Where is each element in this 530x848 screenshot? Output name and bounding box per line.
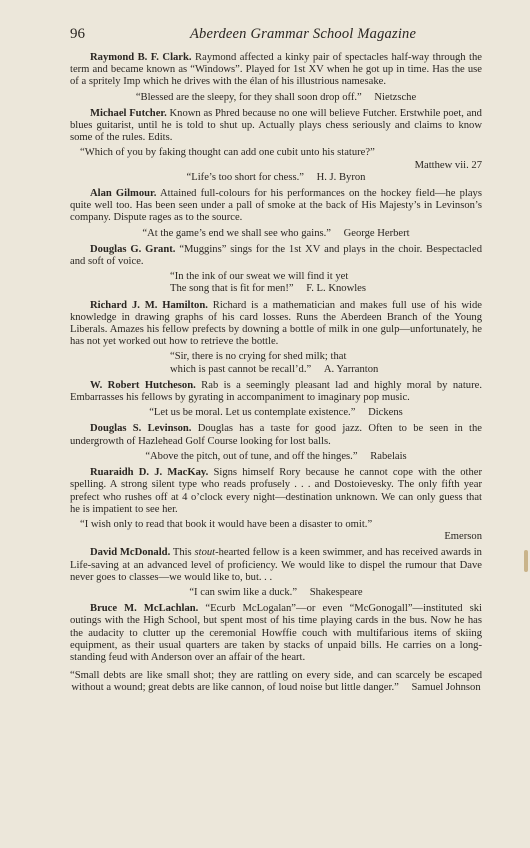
entry-quote: “At the game’s end we shall see who gains.” George Herbert (142, 227, 410, 239)
entry-douglas-grant (70, 244, 482, 296)
entry-text: Raymond affected a kinky pair of spectacles half-way through the term and became known as “Windows”. Played for 1st XV when he got up in time. Has the use of a spritely Imp which he drives with the élan of his illustrious namesake. (70, 52, 483, 88)
entry-quote: “Small debts are like small shot; they are rattling on every side, and can scarcely be escaped without a wound; great debts are like cannon, of loud noise but little danger.” Samuel Johnson (70, 670, 482, 694)
quote-attribution: Rabelais (370, 450, 407, 462)
entry-name: Douglas G. Grant. (90, 243, 176, 255)
entry-text: -hearted fellow is a keen swimmer, and has received awards in Life-saving at an advanced level of proficiency. We would like to dispel the rumour that Dave never goes to classes—we would like to, but. . . (70, 547, 482, 583)
entry-ruaraidh-mackay (70, 467, 482, 543)
page-number: 96 (70, 26, 85, 42)
entry-robert-hutcheson (70, 380, 482, 420)
quote-attribution: Dickens (368, 407, 403, 419)
entry-name: Ruaraidh D. J. MacKay. (90, 467, 209, 479)
entry-text: Attained full-colours for his performances on the hockey field—he plays quite well too. Has been seen under a pall of smoke at the back of His Majesty’s in Levinson’s company. Dispute rages as to the source. (70, 188, 482, 224)
entry-quote: “Let us be moral. Let us contemplate existence.” Dickens (149, 407, 403, 419)
entry-quote: “I wish only to read that book it would have been a disaster to omit.” (80, 518, 373, 530)
page-header (70, 26, 482, 48)
quote-attribution: George Herbert (343, 227, 410, 239)
entry-quote: “Which of you by faking thought can add one cubit unto his stature?” (80, 147, 375, 159)
quote-attribution: Samuel Johnson (411, 682, 481, 694)
entry-text: “Ecurb McLogalan”—or even “McGonogall”—instituted ski outings with the High School, but spent most of his time playing cards in the bus. Now he has the audacity to clutter up the ceremonial Howffie couch with multifarious items of skiing equipment, as their usual quarters are taken by stacks of unpaid bills. He carries on a long-standing feud with Anderson over an affair of the heart. (70, 603, 482, 663)
entry-name: David McDonald. (90, 547, 171, 559)
entry-text: “Muggins” sings for the 1st XV and plays in the choir. Bespectacled and soft of voice. (70, 243, 483, 268)
entry-quote: “In the ink of our sweat we will find it yet The song that is fit for men!” F. L. Knowles (170, 271, 366, 295)
running-title: Aberdeen Grammar School Magazine (190, 26, 417, 42)
entry-name: Richard J. M. Hamilton. (90, 299, 208, 311)
quote-attribution: F. L. Knowles (306, 283, 366, 295)
quote-attribution: Matthew vii. 27 (414, 159, 482, 171)
entry-alan-gilmour (70, 188, 482, 240)
entry-quote: “Above the pitch, out of tune, and off the hinges.” Rabelais (145, 450, 407, 462)
quote-attribution: Emerson (444, 531, 482, 543)
entry-text: Known as Phred because no one will believe Futcher. Erstwhile poet, and blues guitarist, until he is told to shut up. Actually plays chess seriously and claims to know some of the rules. Edits. (70, 107, 482, 144)
page-edge-mark (524, 550, 528, 572)
entry-raymond-clark (70, 52, 482, 104)
entry-name: Michael Futcher. (90, 107, 167, 119)
entry-text: Signs himself Rory because he cannot cope with the other spelling. A strong silent type who reads profusely . . . and Dostoievesky. The only fifth year prefect who rushes off at 4 o’clock every night—destination unknown. We can only guess that he is impatient to see her. (70, 467, 483, 515)
entry-bruce-mclachlan (70, 603, 482, 694)
quote-attribution-2: H. J. Byron (316, 171, 366, 183)
entry-text: Douglas has a taste for good jazz. Often to be seen in the undergrowth of Hazlehead Golf Course looking for lost balls. (70, 423, 482, 447)
entry-quote: “Sir, there is no crying for shed milk; that which is past cannot be recall’d.” A. Yarranton (170, 351, 379, 375)
entry-name: Alan Gilmour. (90, 188, 157, 200)
entry-quote: “Blessed are the sleepy, for they shall soon drop off.” Nietzsche (135, 91, 417, 103)
entry-david-mcdonald: David McDonald. This stout-hearted fellow is a keen swimmer, and has received awards in Life-saving at an advanced level of proficiency. We would like to dispel the rumour that Dave never goes to classes—we would like to, but. . . “I can swim like a duck.” Shakespeare (70, 547, 482, 598)
quote-attribution: Nietzsche (374, 91, 417, 103)
entry-quote: “I can swim like a duck.” Shakespeare (189, 586, 363, 598)
entry-text: Rab is a seemingly pleasant lad and highly moral by nature. Embarrasses his fellows by gyrating in accompaniment to imaginary pop music. (70, 379, 482, 404)
quote-attribution: Shakespeare (309, 586, 363, 598)
entry-douglas-levinson (70, 423, 482, 463)
entry-richard-hamilton (70, 300, 482, 376)
italic-word: stout (194, 547, 216, 559)
entry-name: Douglas S. Levinson. (90, 423, 192, 435)
quote-attribution: A. Yarranton (323, 363, 379, 375)
entry-text: Richard is a mathematician and makes full use of his wide knowledge in drawing graphs of his card losses. Runs the Aberdeen Branch of the Young Liberals. Amazes his fellow prefects by downing a bottle of milk in one gulp—unfortunately, he has not yet worked out how to retrieve the bottle. (70, 299, 482, 348)
entry-quote-2: “Life’s too short for chess.” H. J. Byron (186, 171, 366, 183)
entry-name: Raymond B. F. Clark. (90, 52, 192, 63)
entry-name: Bruce M. McLachlan. (90, 603, 199, 615)
entry-michael-futcher (70, 108, 482, 184)
entry-name: W. Robert Hutcheson. (90, 379, 196, 391)
